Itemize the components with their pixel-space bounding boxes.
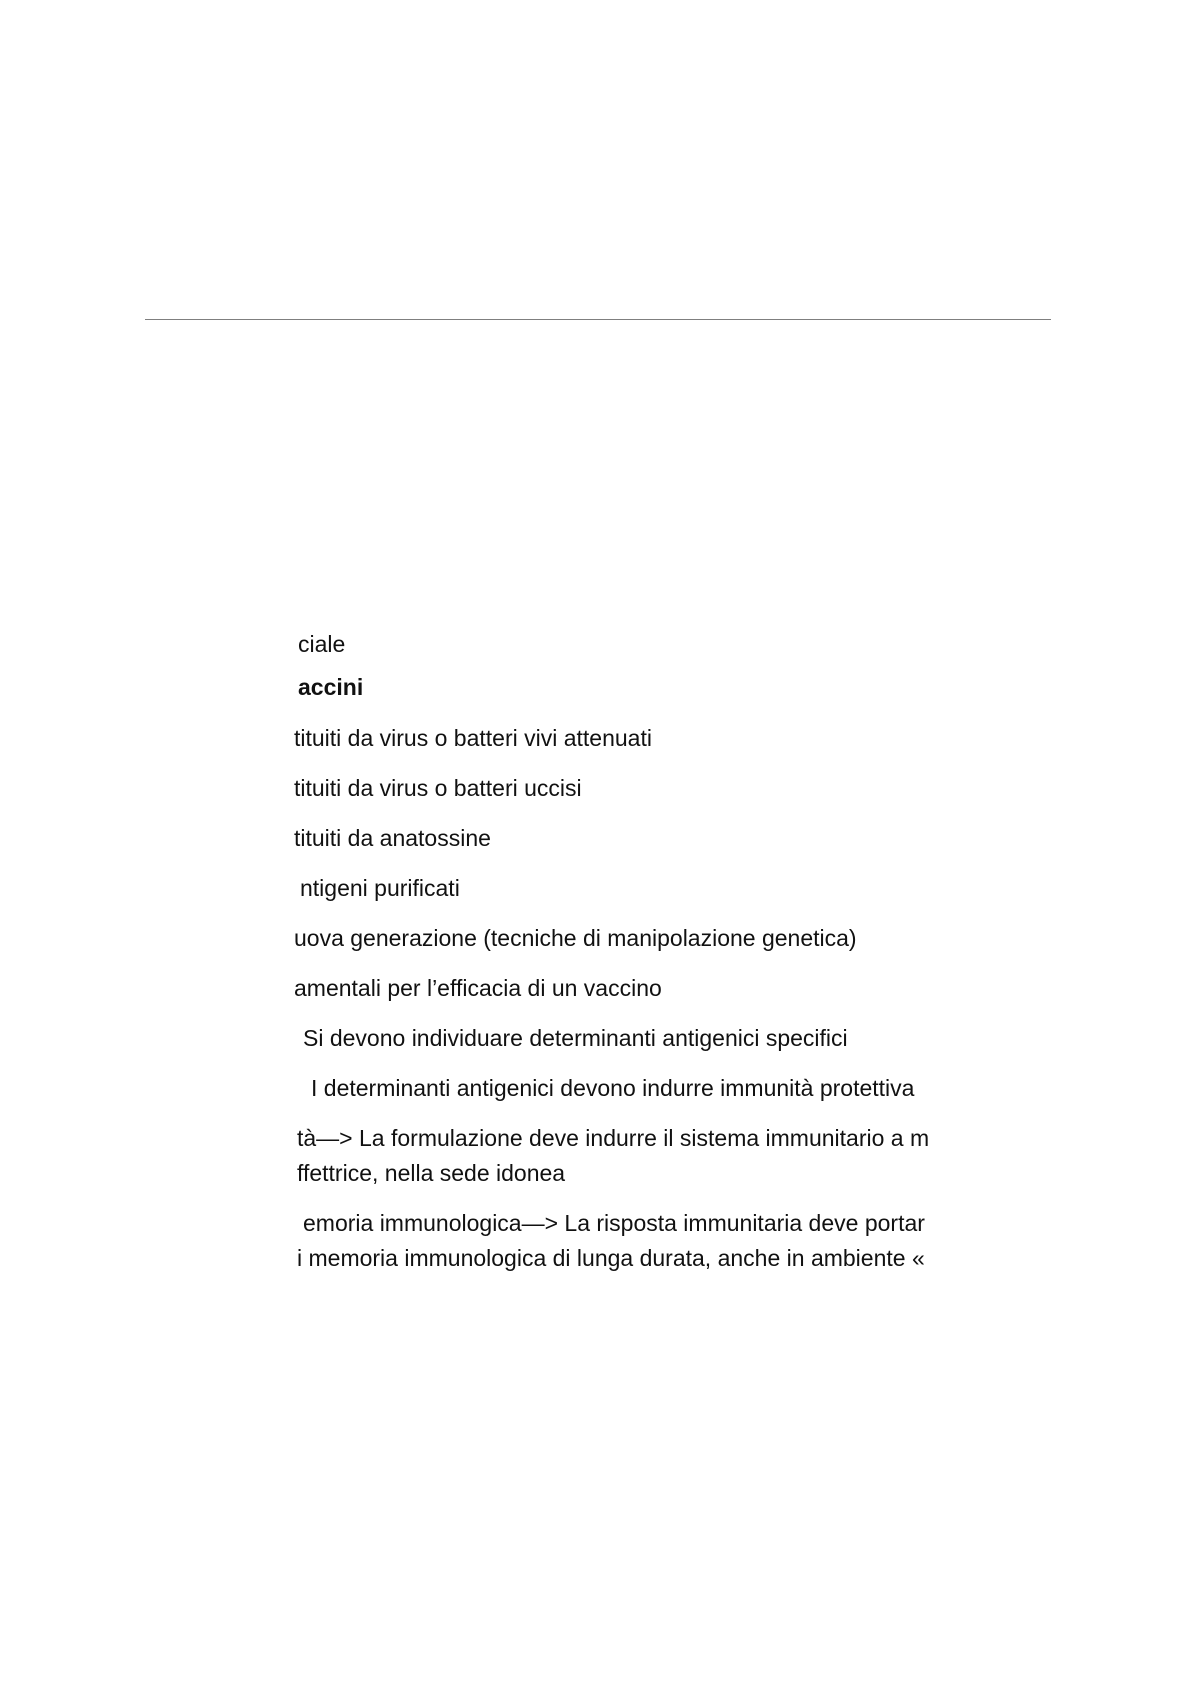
text-line-uccisi: tituiti da virus o batteri uccisi [294,775,582,801]
text-line-vivi-attenuati: tituiti da virus o batteri vivi attenuati [294,725,652,751]
section-heading-vaccini: accini [298,674,364,700]
text-line-memoria-immunologica: emoria immunologica—> La risposta immunitaria deve portar [303,1210,925,1236]
text-line-immunita-protettiva: I determinanti antigenici devono indurre immunità protettiva [311,1075,915,1101]
text-line-determinanti-specifici: Si devono individuare determinanti antigenici specifici [303,1025,848,1051]
text-line-anatossine: tituiti da anatossine [294,825,491,851]
text-line-nuova-generazione: uova generazione (tecniche di manipolazione genetica) [294,925,857,951]
text-line-formulazione: tà—> La formulazione deve indurre il sistema immunitario a m [297,1125,930,1151]
text-line-ciale: ciale [298,631,346,657]
horizontal-divider [145,319,1051,320]
text-line-requisiti-fondamentali: amentali per l’efficacia di un vaccino [294,975,662,1001]
text-line-sede-idonea: ffettrice, nella sede idonea [297,1160,566,1186]
text-line-lunga-durata: i memoria immunologica di lunga durata, anche in ambiente « [297,1245,925,1271]
text-line-antigeni-purificati: ntigeni purificati [300,875,460,901]
